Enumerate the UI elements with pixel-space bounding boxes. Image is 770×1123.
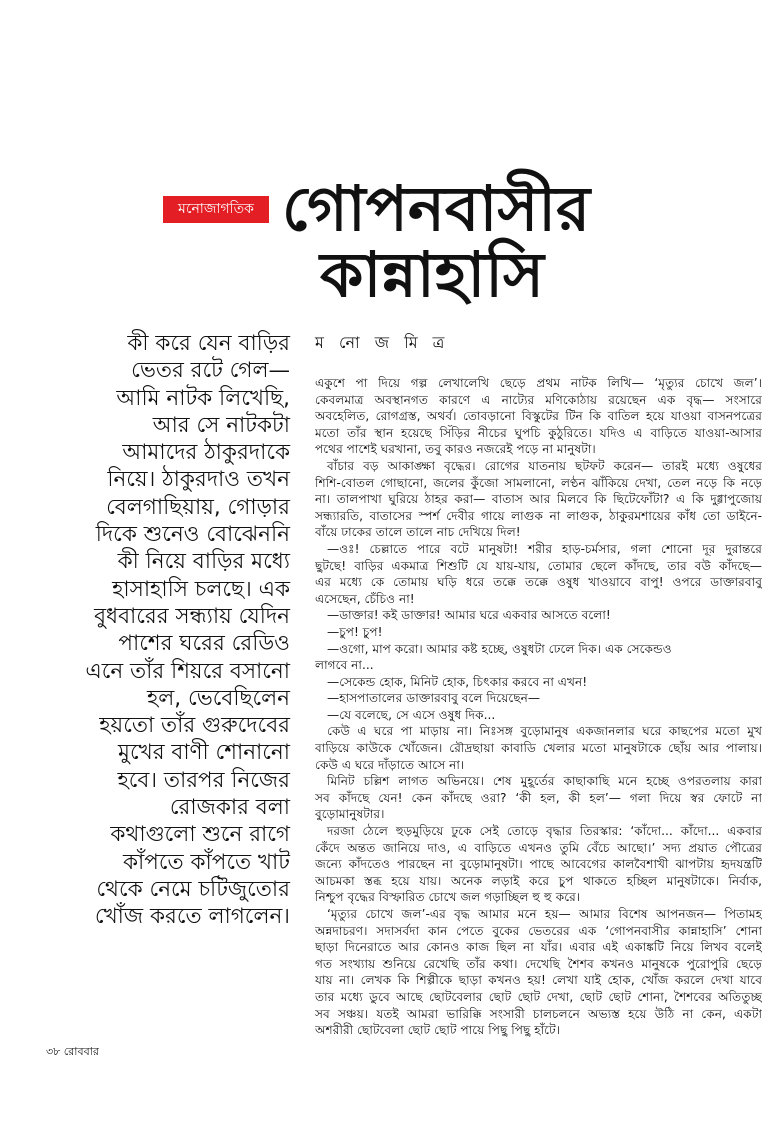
pull-quote-line: হল, ভেবেছিলেন [146, 685, 290, 711]
body-text-line: অশরীরী ছোটবেলা ছোট ছোট পায়ে পিছু পিছু হাঁটে। [315, 1023, 561, 1038]
pull-quote-line: হাসাহাসি চলছে। এক [112, 576, 290, 602]
body-text-line: না। তালপাখা ঘুরিয়ে ঠাহর করা— বাতাস আর মিলবে কি ছিটেফোঁটা? এ কি দুগ্গাপুজোয় [315, 492, 762, 507]
body-text-line: মতো তাঁর স্থান হয়েছে সিঁড়ির নীচের ঘুপচি কুঠুরিতে। যদিও এ বাড়িতে যাওয়া-আসার [315, 425, 762, 440]
body-text-line: বুড়োমানুষটার। [315, 807, 385, 822]
body-text-line: বাঁচার বড় আকাঙ্ক্ষা বৃদ্ধের। রোগের যাতনায় ছটফট করেন— তারই মধ্যে ওষুধের [327, 458, 762, 473]
body-text-line: বাঁয়ে ঢাকের তালে তালে নাচ দেখিয়ে দিল! [315, 525, 521, 540]
pull-quote-line: কথাগুলো শুনে রাগে [110, 822, 290, 848]
body-text-line: কেউ এ ঘরে দাঁড়াতে আসে না। [315, 757, 465, 772]
body-text-line: —সেকেন্ড হোক, মিনিট হোক, চিৎকার করবে না এখন! [327, 674, 588, 689]
body-text-line: পথের পাশেই ঘরখানা, তবু কারও নজরেই পড়ে না মানুষটা। [315, 442, 596, 457]
body-text-line: শিশি-বোতল গোছানো, জলের কুঁজো সামলানো, লণ্ঠন ঝাঁকিয়ে দেখা, তেল নড়ে কি নড়ে [315, 475, 762, 490]
body-text-line: কেবলমাত্র অবস্থানগত কারণে এ নাট্যের মণিকোঠায় রয়েছেন এক বৃদ্ধ— সংসারে [315, 392, 762, 407]
body-text-line: গত সংখ্যায় শুনিয়ে রেখেছি তাঁর কথা। দেখেছি শৈশব কখনও মানুষকে পুরোপুরি ছেড়ে [315, 956, 762, 971]
author-byline: ম নো জ মি ত্র [315, 333, 450, 352]
body-text-line: লাগবে না... [315, 658, 374, 673]
body-text-line: এর মধ্যে কে তোমায় ঘড়ি ধরে তক্কে তক্কে ওষুধ খাওয়াবে বাপু! ওপরে ডাক্তারবাবু [315, 575, 762, 590]
pull-quote-line: এনে তাঁর শিয়রে বসানো [85, 658, 290, 684]
body-text-line: ছুটছে! বাড়ির একমাত্র শিশুটি যে যায়-যায়, তোমার ছেলে কাঁদছে, তার বউ কাঁদছে— [315, 558, 762, 573]
pull-quote-line: দিকে শুনেও বোঝেননি [95, 522, 290, 548]
pull-quote-line: আর সে নাটকটা [152, 412, 290, 438]
pull-quote-line: হবে। তারপর নিজের [117, 767, 290, 793]
body-text-line: —চুপ! চুপ! [327, 624, 383, 639]
pull-quote-line: মুখের বাণী শোনানো [118, 740, 290, 766]
pull-quote-line: নিয়ে। ঠাকুরদাও তখন [107, 467, 290, 493]
body-text-line: কেঁদে অন্তত জানিয়ে দাও, এ বাড়িতে এখনও তুমি বেঁচে আছো।’ সদ্য প্রয়াত পৌত্রের [315, 840, 762, 855]
body-text-line: ‘মৃত্যুর চোখে জল’-এর বৃদ্ধ আমার মনে হয়— আমার বিশেষ আপনজন— পিতামহ [327, 907, 762, 921]
body-text-line: একুশে পা দিয়ে গল্প লেখালেখি ছেড়ে প্রথম নাটক লিখি— ‘মৃত্যুর চোখে জল’। [315, 376, 762, 390]
body-text-line: জন্যে কাঁদতেও পারছেন না বুড়োমানুষটা। পাছে আবেগের কালবৈশাখী ঝাপটায় হৃদযন্ত্রটি [315, 857, 762, 872]
body-text-line: তার মধ্যে ডুবে আছে ছোটবেলার ছোট ছোট দেখা, ছোট ছোট শোনা, শৈশবের অতিতুচ্ছ [315, 989, 762, 1004]
article-title [282, 172, 591, 311]
pull-quote-line: খোঁজ করতে লাগলেন। [94, 904, 290, 930]
pull-quote-line: হয়তো তাঁর গুরুদেবের [99, 713, 290, 739]
body-text-line: নিশ্চুপ বৃদ্ধের বিস্ফারিত চোখে জল গড়াচ্ছিল হু হু করে। [315, 890, 581, 905]
body-text-line: —ওঃ! চেল্লাতে পারে বটে মানুষটা! শরীর হাড়-চর্মসার, গলা শোনো দূর দুরান্তরে [327, 541, 762, 556]
article-body [315, 375, 762, 1039]
pull-quote-line: আমাদের ঠাকুরদাকে [122, 440, 290, 466]
body-text-line: অন্নদাচরণ। সদাসর্বদা কান পেতে বুকের ভেতরের এক ‘গোপনবাসীর কান্নাহাসি’ শোনা [315, 923, 762, 938]
body-text-line: —ওগো, মাপ করো। আমার কষ্ট হচ্ছে, ওষুধটা ঢেলে দিক। এক সেকেন্ডও [327, 641, 672, 656]
body-text-line: —ডাক্তার! কই ডাক্তার! আমার ঘরে একবার আসতে বলো! [327, 608, 611, 623]
body-text-line: —যে বলেছে, সে এসে ওষুধ দিক... [327, 707, 496, 722]
body-text-line: সন্ধ্যারতি, বাতাসের স্পর্শ দেবীর গায়ে লাগুক না লাগুক, ঠাকুরমশায়ের কাঁধ তো ডাইনে- [315, 508, 762, 523]
body-text-line: ছাড়া দিনেরাতে আর কোনও কাজ ছিল না যাঁর। এবার এই একাঙ্কটি নিয়ে লিখব বলেই [315, 940, 762, 955]
body-text-line: সব কাঁদছে যেন! কেন কাঁদছে ওরা? ‘কী হল, কী হল’— গলা দিয়ে স্বর ফোটে না [315, 790, 762, 805]
body-text-line: যায় না। লেখক কি শিল্পীকে ছাড়া কখনও হয়! লেখা যাই হোক, খোঁজ করলে দেখা যাবে [315, 973, 762, 988]
body-text-line: কেউ এ ঘরে পা মাড়ায় না। নিঃসঙ্গ বুড়োমানুষ একজানলার ঘরে কাছপের মতো মুখ [327, 724, 762, 739]
body-text-line: অবহেলিত, রোগগ্রস্ত, অথর্ব। তোবড়ানো বিস্কুটের টিন কি বাতিল হয়ে যাওয়া বাসনপত্রের [315, 409, 762, 424]
pull-quote-line: রোজকার বলা [169, 795, 290, 821]
pull-quote-line: বুধবারের সন্ধ্যায় যেদিন [94, 603, 290, 629]
body-text-line: মিনিট চল্লিশ লাগত অভিনয়ে। শেষ মুহূর্তের কাছাকাছি মনে হচ্ছে ওপরতলায় কারা [327, 774, 762, 789]
pull-quote [60, 330, 290, 931]
title-line-2: কান্নাহাসি [320, 238, 544, 311]
section-badge: মনোজাগতিক [163, 196, 269, 223]
body-text-line: আচমকা স্তব্ধ হয়ে যায়। অনেক লড়াই করে চুপ থাকতে হচ্ছিল মানুষটাকে। নির্বাক, [315, 873, 762, 888]
page-footer: ৩৮ রোববার [46, 1045, 99, 1058]
pull-quote-line: কী করে যেন বাড়ির [127, 331, 290, 356]
pull-quote-line: আমি নাটক লিখেছি, [116, 385, 290, 411]
pull-quote-line: কী নিয়ে বাড়ির মধ্যে [117, 549, 290, 575]
body-text-line: —হাসপাতালের ডাক্তারবাবু বলে দিয়েছেন— [327, 691, 541, 706]
pull-quote-line: থেকে নেমে চটিজুতোর [96, 876, 290, 902]
body-text-line: এসেছেন, চেঁচিও না! [315, 591, 415, 606]
body-text-line: বাড়িয়ে কাউকে খোঁজেন। রৌদ্রছায়া কাবাডি খেলার মতো মানুষটাকে ছোঁয় আর পালায়। [315, 741, 762, 756]
pull-quote-line: বেলগাছিয়ায়, গোড়ার [106, 494, 290, 520]
body-text-line: সব সঞ্চয়। যতই আমরা ভারিক্কি সংসারী চালচলনে অভ্যস্ত হয়ে উঠি না কেন, একটা [315, 1006, 762, 1021]
pull-quote-line: কাঁপতে কাঁপতে খাট [122, 849, 290, 875]
title-line-1: গোপনবাসীর [282, 172, 591, 245]
pull-quote-line: ভেতর রটে গেল— [131, 358, 290, 384]
pull-quote-line: পাশের ঘরের রেডিও [118, 631, 290, 657]
body-text-line: দরজা ঠেলে হুড়মুড়িয়ে ঢুকে সেই তোড়ে বৃদ্ধার তিরস্কার: ‘কাঁদো... কাঁদো... একবার [327, 824, 762, 839]
